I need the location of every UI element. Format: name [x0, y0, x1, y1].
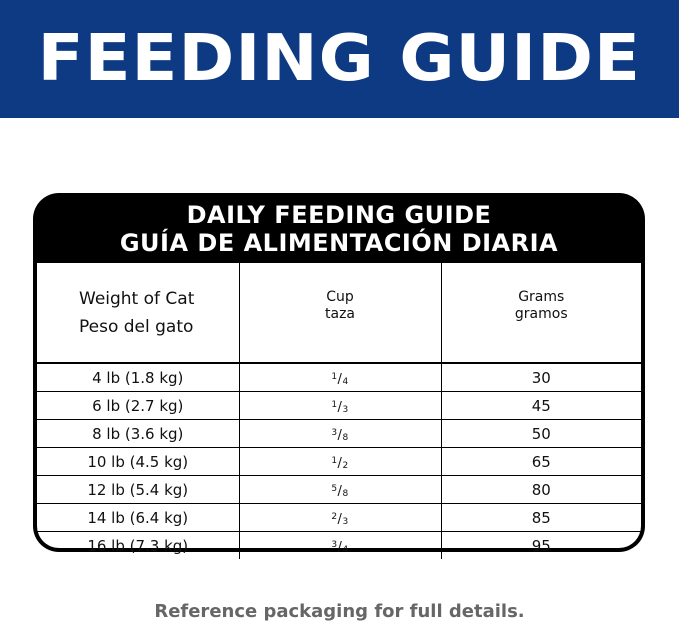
weight-header-en: Weight of Cat [79, 288, 195, 309]
cup-cell [239, 363, 441, 392]
cup-header-es: taza [325, 305, 355, 322]
cup-numerator: 1 [331, 371, 338, 382]
cup-cell [239, 392, 441, 420]
cup-fraction: $^1/_4$ [331, 371, 349, 387]
guide-header [33, 201, 645, 263]
grams-cell: 85 [441, 504, 641, 532]
weight-cell: 10 lb (4.5 kg) [37, 448, 239, 476]
grams-column-header [441, 263, 641, 363]
grams-cell: 50 [441, 420, 641, 448]
cup-header-en: Cup [326, 288, 354, 305]
cup-fraction: $^3/_4$ [331, 539, 349, 555]
feeding-guide-banner [0, 0, 679, 118]
cup-denominator: 3 [342, 516, 349, 527]
cup-denominator: 4 [342, 544, 349, 555]
grams-cell: 45 [441, 392, 641, 420]
table-row [37, 504, 641, 532]
cup-fraction: $^3/_8$ [331, 427, 349, 443]
cup-fraction: $^2/_3$ [331, 511, 349, 527]
weight-cell: 4 lb (1.8 kg) [37, 363, 239, 392]
cup-cell [239, 448, 441, 476]
table-row [37, 532, 641, 560]
grams-cell: 65 [441, 448, 641, 476]
cup-denominator: 4 [342, 376, 349, 387]
cup-numerator: 1 [331, 455, 338, 466]
cup-denominator: 8 [342, 432, 349, 443]
guide-title-es: GUÍA DE ALIMENTACIÓN DIARIA [119, 229, 559, 257]
daily-feeding-guide-panel [33, 193, 645, 555]
cup-column-header [239, 263, 441, 363]
grams-cell: 30 [441, 363, 641, 392]
weight-cell: 6 lb (2.7 kg) [37, 392, 239, 420]
table-row [37, 420, 641, 448]
weight-cell: 12 lb (5.4 kg) [37, 476, 239, 504]
grams-cell: 80 [441, 476, 641, 504]
cup-cell [239, 532, 441, 560]
cup-numerator: 3 [331, 427, 338, 438]
table-row [37, 476, 641, 504]
cup-denominator: 8 [342, 488, 349, 499]
cup-numerator: 3 [331, 539, 338, 550]
cup-denominator: 3 [342, 404, 349, 415]
banner-title: FEEDING GUIDE [37, 22, 642, 96]
cup-cell [239, 476, 441, 504]
cup-numerator: 5 [331, 483, 338, 494]
weight-cell: 8 lb (3.6 kg) [37, 420, 239, 448]
cup-cell [239, 420, 441, 448]
grams-header-en: Grams [518, 288, 565, 305]
feeding-table-container [37, 263, 641, 555]
weight-header-es: Peso del gato [79, 316, 194, 337]
cup-numerator: 2 [331, 511, 338, 522]
table-row [37, 363, 641, 392]
table-row [37, 392, 641, 420]
cup-cell [239, 504, 441, 532]
cup-fraction: $^5/_8$ [331, 483, 349, 499]
cup-fraction: $^1/_2$ [331, 455, 349, 471]
table-row [37, 448, 641, 476]
cup-denominator: 2 [342, 460, 349, 471]
weight-cell: 14 lb (6.4 kg) [37, 504, 239, 532]
cup-fraction: $^1/_3$ [331, 399, 349, 415]
cup-numerator: 1 [331, 399, 338, 410]
weight-column-header [37, 263, 239, 363]
grams-header-es: gramos [514, 305, 568, 322]
guide-title-en: DAILY FEEDING GUIDE [186, 201, 492, 229]
weight-cell: 16 lb (7.3 kg) [37, 532, 239, 560]
feeding-table [37, 263, 641, 559]
grams-cell: 95 [531, 536, 551, 555]
footer-note: Reference packaging for full details. [154, 601, 525, 622]
table-header-row [37, 263, 641, 363]
